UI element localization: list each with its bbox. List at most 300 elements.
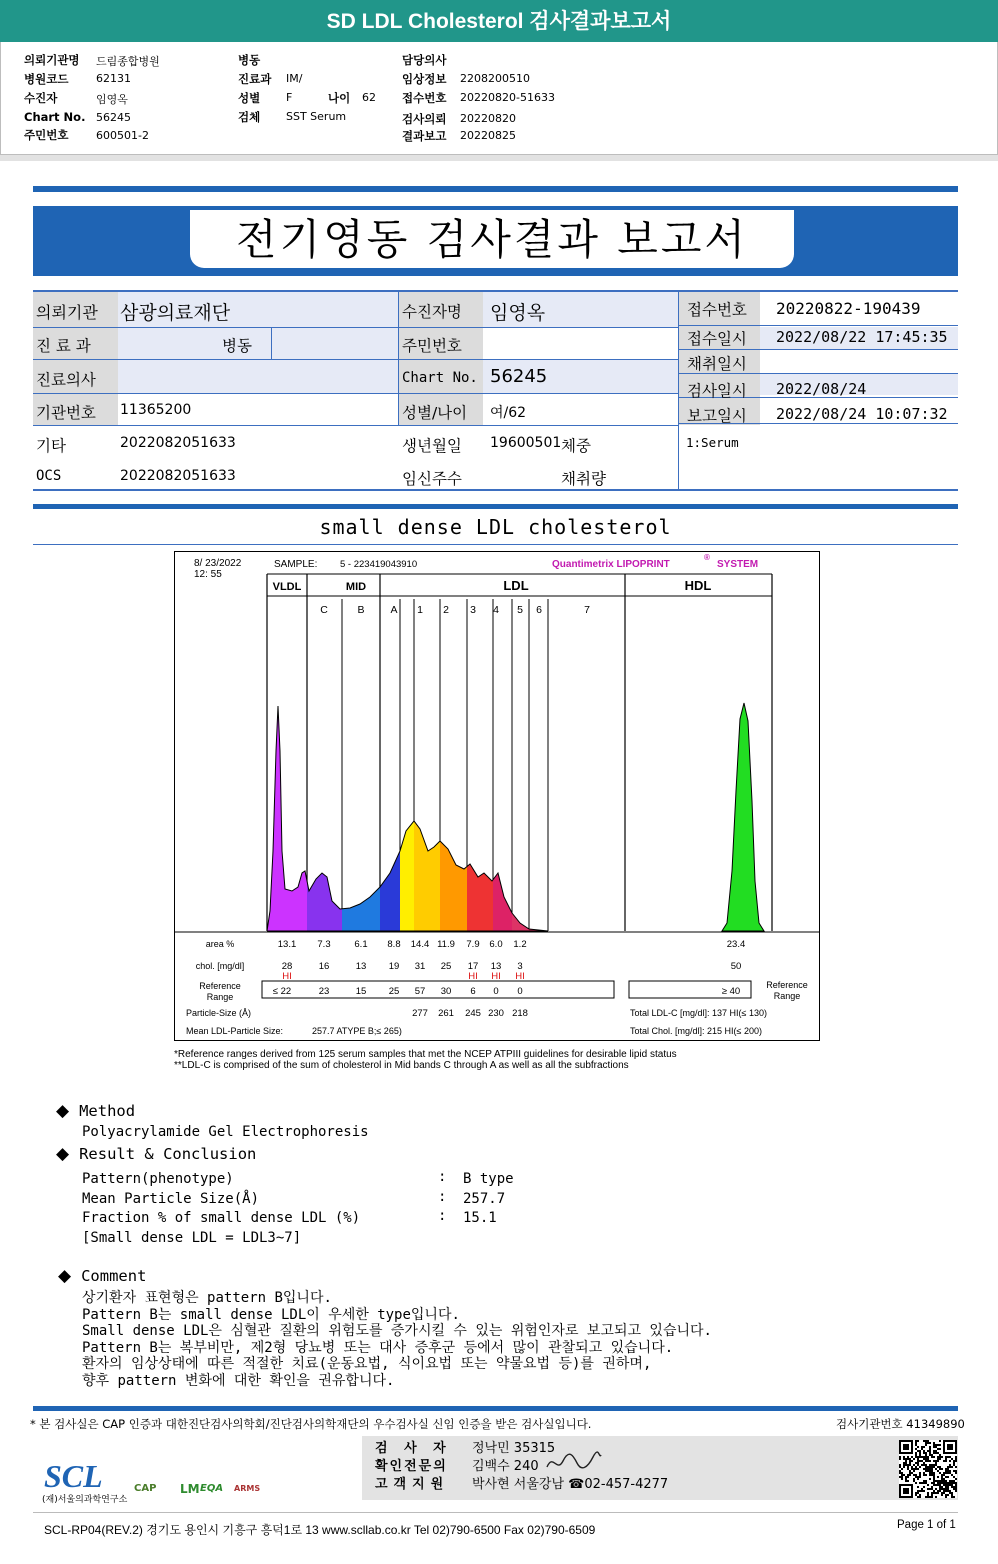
- test-date-value: 2022/08/24: [776, 380, 867, 398]
- diamond-icon: ◆: [58, 1266, 72, 1286]
- area-pct-value: 23.4: [726, 939, 746, 950]
- receipt-time-value: 2022/08/22 17:45:35: [776, 328, 948, 346]
- qr-module: [927, 1442, 929, 1444]
- qr-module: [939, 1480, 941, 1482]
- chol-value: 16: [318, 961, 330, 972]
- ref-label-right: Range: [773, 991, 801, 1001]
- comment-heading: ◆ Comment: [58, 1266, 147, 1286]
- top-label: 임상정보: [402, 72, 447, 86]
- top-label: 나이: [328, 91, 351, 105]
- top-value: 62131: [96, 72, 131, 85]
- qr-module: [917, 1456, 919, 1458]
- qr-module: [909, 1472, 911, 1474]
- qr-module: [941, 1474, 943, 1476]
- qr-module: [915, 1474, 917, 1476]
- row-label-ref: Reference: [199, 981, 241, 991]
- qr-module: [949, 1456, 951, 1458]
- etc-label: 기타: [36, 437, 66, 455]
- qr-module: [917, 1476, 919, 1478]
- total-ldl-value: Total LDL-C [mg/dl]: 137 HI(≤ 130): [630, 1008, 767, 1018]
- support-label: 고객지원: [375, 1477, 450, 1492]
- report-time-value: 2022/08/24 10:07:32: [776, 405, 948, 423]
- qr-module: [945, 1460, 947, 1462]
- qr-module: [911, 1472, 913, 1474]
- qr-module: [905, 1462, 907, 1464]
- qr-module: [923, 1446, 925, 1448]
- qr-module: [935, 1496, 937, 1498]
- top-label: 담당의사: [402, 53, 447, 67]
- qr-module: [915, 1452, 917, 1454]
- qr-module: [901, 1472, 903, 1474]
- qr-module: [909, 1462, 911, 1464]
- qr-module: [931, 1454, 933, 1456]
- qr-module: [943, 1440, 957, 1442]
- ref-range-value: 6: [470, 986, 476, 997]
- top-value: 20220820-51633: [460, 91, 555, 104]
- qr-module: [909, 1470, 911, 1472]
- qr-module: [925, 1464, 927, 1466]
- qr-module: [955, 1486, 957, 1488]
- qr-module: [939, 1468, 941, 1470]
- qr-module: [929, 1442, 931, 1444]
- qr-module: [935, 1444, 937, 1446]
- qr-module: [923, 1440, 925, 1442]
- chol-value: 50: [730, 961, 742, 972]
- ref-range-value: 25: [388, 986, 400, 997]
- qr-module: [939, 1448, 941, 1450]
- ref-range-value: 0: [517, 986, 523, 997]
- qr-module: [951, 1458, 953, 1460]
- top-label: 수진자: [24, 91, 58, 105]
- qr-module: [899, 1484, 901, 1498]
- result-value: 257.7: [463, 1191, 506, 1207]
- qr-module: [907, 1474, 909, 1476]
- row-label-chol: chol. [mg/dl]: [195, 961, 245, 971]
- qr-module: [931, 1466, 933, 1468]
- chart-value: 56245: [490, 366, 548, 387]
- hi-flag: HI: [515, 971, 525, 982]
- ref-range-value: 15: [355, 986, 367, 997]
- qr-module: [925, 1466, 927, 1468]
- qr-module: [949, 1492, 951, 1494]
- qr-module: [925, 1480, 927, 1482]
- qr-module: [923, 1486, 925, 1488]
- qr-module: [935, 1460, 937, 1462]
- qr-module: [937, 1466, 939, 1468]
- qr-module: [945, 1494, 947, 1496]
- ref-range-value: ≥ 40: [721, 986, 741, 997]
- band-label: 3: [470, 604, 476, 616]
- particle-size-value: 277: [412, 1008, 428, 1019]
- qr-module: [951, 1482, 953, 1484]
- qr-module: [937, 1476, 939, 1478]
- signature-image: [543, 1451, 603, 1473]
- chart-note-1: *Reference ranges derived from 125 serum samples that met the NCEP ATPIII guidelines for desirable lipid status: [174, 1049, 677, 1060]
- qr-module: [955, 1458, 957, 1460]
- qr-module: [925, 1474, 927, 1476]
- top-value: 56245: [96, 111, 131, 124]
- qr-module: [917, 1462, 919, 1464]
- qr-module: [919, 1472, 921, 1474]
- qr-module: [937, 1444, 939, 1446]
- qr-module: [937, 1458, 939, 1460]
- qr-module: [921, 1446, 923, 1448]
- qr-module: [923, 1468, 925, 1470]
- qr-module: [899, 1456, 901, 1458]
- qr-module: [951, 1494, 953, 1496]
- qr-module: [933, 1442, 935, 1444]
- result-value: B type: [463, 1171, 514, 1187]
- top-value: 임영옥: [96, 93, 128, 106]
- qr-module: [917, 1440, 919, 1442]
- top-value: IM/: [286, 72, 303, 85]
- qr-module: [905, 1464, 907, 1466]
- qr-module: [915, 1482, 917, 1484]
- qr-module: [937, 1460, 939, 1462]
- qr-module: [943, 1474, 945, 1476]
- qr-module: [953, 1462, 955, 1464]
- top-label: 결과보고: [402, 129, 447, 143]
- qr-module: [923, 1452, 925, 1454]
- scl-logo: SCL: [44, 1458, 103, 1494]
- qr-module: [929, 1450, 931, 1452]
- qr-module: [915, 1476, 917, 1478]
- qr-module: [945, 1476, 947, 1478]
- qr-module: [925, 1496, 927, 1498]
- qr-module: [953, 1486, 955, 1488]
- qr-module: [939, 1458, 941, 1460]
- top-label: 성별: [238, 91, 261, 105]
- qr-module: [907, 1464, 909, 1466]
- qr-module: [945, 1488, 947, 1490]
- qr-module: [935, 1492, 937, 1494]
- qr-module: [899, 1470, 901, 1472]
- inst-no-label: 기관번호: [36, 404, 96, 422]
- qr-module: [925, 1442, 927, 1444]
- qr-module: [927, 1440, 929, 1442]
- qr-module: [929, 1468, 931, 1470]
- footer-note: * 본 검사실은 CAP 인증과 대한진단검사의학회/진단검사의학재단의 우수검사실 신임 인증을 받은 검사실입니다.: [30, 1417, 592, 1431]
- brand-name: Quantimetrix LIPOPRINT: [552, 559, 670, 570]
- sample-label: SAMPLE:: [274, 559, 318, 570]
- dept-value: 병동: [222, 337, 252, 355]
- qr-module: [901, 1468, 903, 1470]
- qr-module: [941, 1456, 943, 1458]
- qr-module: [927, 1468, 929, 1470]
- patient-label: 수진자명: [402, 303, 462, 321]
- qr-module: [943, 1472, 945, 1474]
- qr-module: [901, 1474, 903, 1476]
- lipoprint-chart: [174, 551, 820, 1041]
- band-label: 4: [493, 604, 499, 616]
- qr-module: [951, 1480, 953, 1482]
- band-label: B: [357, 604, 365, 616]
- qr-module: [945, 1486, 947, 1488]
- qr-module: [905, 1458, 907, 1460]
- qr-module: [903, 1466, 905, 1468]
- qr-module: [935, 1446, 937, 1448]
- qr-module: [935, 1462, 937, 1464]
- qr-module: [913, 1468, 915, 1470]
- qr-module: [939, 1486, 941, 1488]
- qr-module: [935, 1488, 937, 1490]
- sex-age-value: 여/62: [490, 405, 527, 421]
- qr-module: [945, 1472, 947, 1474]
- qr-module: [925, 1454, 927, 1456]
- arms-badge: ARMS: [234, 1484, 261, 1493]
- method-heading: ◆ Method: [56, 1101, 136, 1121]
- qr-module: [919, 1460, 921, 1462]
- qr-module: [911, 1460, 913, 1462]
- qr-module: [911, 1468, 913, 1470]
- qr-module: [933, 1466, 935, 1468]
- qr-module: [919, 1452, 921, 1454]
- qr-module: [903, 1474, 905, 1476]
- qr-module: [917, 1450, 919, 1452]
- ref-range-value: 57: [414, 986, 426, 997]
- qr-module: [917, 1490, 919, 1492]
- band-label: 6: [536, 604, 542, 616]
- top-label: Chart No.: [24, 110, 86, 124]
- area-pct-value: 7.3: [317, 939, 331, 950]
- qr-module: [919, 1466, 921, 1468]
- chol-value: 31: [414, 961, 426, 972]
- diamond-icon: ◆: [56, 1144, 70, 1164]
- qr-module: [949, 1480, 951, 1482]
- blue-rule: [33, 186, 958, 192]
- qr-module: [933, 1464, 935, 1466]
- qr-module: [947, 1476, 949, 1478]
- qr-module: [919, 1454, 921, 1456]
- qr-module: [909, 1458, 911, 1460]
- result-note: [Small dense LDL = LDL3~7]: [82, 1230, 302, 1246]
- row-label-ref: Range: [206, 992, 234, 1002]
- qr-module: [921, 1460, 923, 1462]
- result-heading: ◆ Result & Conclusion: [56, 1144, 257, 1164]
- qr-module: [919, 1474, 921, 1476]
- top-label: 병동: [238, 53, 261, 67]
- qr-module: [925, 1458, 927, 1460]
- banner-title: SD LDL Cholesterol 검사결과보고서: [0, 0, 998, 42]
- qr-module: [929, 1464, 931, 1466]
- area-pct-value: 13.1: [277, 939, 297, 950]
- qr-module: [955, 1478, 957, 1480]
- area-pct-value: 8.8: [387, 939, 401, 950]
- qr-module: [943, 1488, 945, 1490]
- inst-no-value: 11365200: [120, 402, 192, 418]
- qr-module: [935, 1464, 937, 1466]
- qr-module: [953, 1496, 955, 1498]
- qr-module: [903, 1464, 905, 1466]
- qr-module: [899, 1440, 901, 1454]
- qr-module: [921, 1464, 923, 1466]
- comment-line: 환자의 임상상태에 따른 적절한 치료(운동요법, 식이요법 또는 약물요법 등)를 권하며,: [82, 1356, 652, 1372]
- qr-module: [951, 1496, 953, 1498]
- qr-module: [935, 1450, 937, 1452]
- ref-range-value: 0: [493, 986, 499, 997]
- top-value: 드림종합병원: [96, 55, 160, 68]
- qr-module: [933, 1450, 935, 1452]
- qr-module: [935, 1484, 937, 1486]
- qr-module: [933, 1484, 935, 1486]
- sex-age-label: 성별/나이: [402, 404, 468, 422]
- qr-module: [929, 1454, 931, 1456]
- qr-module: [949, 1464, 951, 1466]
- qr-module: [929, 1478, 931, 1480]
- qr-module: [945, 1484, 947, 1486]
- qr-module: [921, 1456, 923, 1458]
- qr-module: [923, 1482, 925, 1484]
- qr-module: [939, 1490, 941, 1492]
- qr-module: [939, 1466, 941, 1468]
- qr-module: [939, 1440, 941, 1442]
- qr-module: [937, 1484, 939, 1486]
- diamond-icon: ◆: [56, 1101, 70, 1121]
- qr-module: [927, 1456, 929, 1458]
- qr-module: [943, 1482, 945, 1484]
- qr-module: [917, 1458, 919, 1460]
- ocs-label: OCS: [36, 468, 62, 484]
- qr-module: [955, 1472, 957, 1474]
- qr-module: [905, 1476, 907, 1478]
- qr-module: [955, 1456, 957, 1458]
- top-value: 2208200510: [460, 72, 530, 85]
- qr-module: [939, 1484, 941, 1486]
- group-label-hdl: HDL: [684, 578, 712, 593]
- top-label: 주민번호: [24, 128, 69, 142]
- area-pct-value: 11.9: [437, 939, 455, 950]
- qr-module: [947, 1470, 949, 1472]
- qr-module: [931, 1468, 933, 1470]
- qr-module: [939, 1482, 941, 1484]
- qr-module: [915, 1444, 917, 1446]
- qr-module: [901, 1476, 903, 1478]
- chart-time: 12: 55: [194, 569, 222, 580]
- qr-module: [933, 1478, 935, 1480]
- qr-module: [905, 1478, 907, 1480]
- qr-module: [925, 1456, 927, 1458]
- tester-label: 검 사 자: [375, 1441, 452, 1456]
- qr-module: [931, 1474, 933, 1476]
- qr-module: [919, 1476, 921, 1478]
- qr-module: [903, 1458, 905, 1460]
- group-label-mid: MID: [345, 581, 367, 593]
- qr-module: [909, 1474, 911, 1476]
- chol-value: 19: [388, 961, 400, 972]
- qr-module: [917, 1486, 919, 1488]
- qr-module: [919, 1450, 921, 1452]
- qr-module: [925, 1444, 927, 1446]
- qr-module: [931, 1482, 933, 1484]
- qr-module: [935, 1452, 937, 1454]
- qr-module: [953, 1464, 955, 1466]
- qr-module: [915, 1468, 917, 1470]
- qr-module: [903, 1444, 909, 1450]
- qr-module: [915, 1492, 917, 1494]
- qr-module: [945, 1458, 947, 1460]
- hi-flag: HI: [491, 971, 501, 982]
- qr-module: [915, 1440, 917, 1442]
- qr-module: [949, 1460, 951, 1462]
- qr-module: [933, 1492, 935, 1494]
- qr-module: [947, 1482, 949, 1484]
- qr-module: [931, 1496, 933, 1498]
- mean-size-value: 257.7 ATYPE B;≤ 265): [312, 1026, 402, 1036]
- qr-module: [929, 1460, 931, 1462]
- blue-rule: [33, 504, 958, 509]
- qr-module: [953, 1488, 955, 1490]
- qr-module: [919, 1490, 921, 1492]
- qr-module: [913, 1458, 915, 1460]
- qr-module: [929, 1470, 931, 1472]
- qr-module: [911, 1484, 913, 1498]
- qr-module: [933, 1460, 935, 1462]
- qr-module: [953, 1460, 955, 1462]
- qr-module: [949, 1484, 951, 1486]
- qr-module: [949, 1466, 951, 1468]
- result-label: Mean Particle Size(Å): [82, 1191, 260, 1207]
- qr-module: [955, 1466, 957, 1468]
- qr-module: [899, 1464, 901, 1466]
- qr-code-image: [899, 1440, 957, 1498]
- qr-module: [947, 1468, 949, 1470]
- qr-module: [913, 1464, 915, 1466]
- qr-module: [947, 1486, 949, 1488]
- qr-module: [937, 1456, 939, 1458]
- qr-module: [951, 1484, 953, 1486]
- qr-module: [921, 1488, 923, 1490]
- comment-line: Pattern B는 복부비만, 제2형 당뇨병 또는 대사 증후군 등에서 많이 관찰되고 있습니다.: [82, 1340, 674, 1356]
- qr-module: [941, 1488, 943, 1490]
- footer-divider: [33, 1512, 958, 1513]
- qr-module: [917, 1446, 919, 1448]
- qr-module: [929, 1448, 931, 1450]
- eqa-badge: EQA: [200, 1483, 224, 1494]
- ref-range-value: 30: [440, 986, 452, 997]
- qr-module: [933, 1490, 935, 1492]
- qr-module: [939, 1454, 941, 1456]
- result-sep: :: [438, 1208, 447, 1224]
- qr-module: [937, 1470, 939, 1472]
- chart-note-2: **LDL-C is comprised of the sum of cholesterol in Mid bands C through A as well as all the subfractions: [174, 1060, 629, 1071]
- qr-module: [955, 1440, 957, 1454]
- tester-value: 정낙민 35315: [472, 1441, 556, 1456]
- receipt-no-value: 20220822-190439: [776, 299, 921, 318]
- row-label-mean: Mean LDL-Particle Size:: [186, 1026, 284, 1036]
- qr-module: [915, 1466, 917, 1468]
- qr-module: [941, 1468, 943, 1470]
- qr-module: [905, 1460, 907, 1462]
- qr-module: [909, 1464, 911, 1466]
- qr-module: [937, 1452, 939, 1454]
- qr-module: [935, 1480, 937, 1482]
- qr-module: [915, 1462, 917, 1464]
- qr-module: [913, 1470, 915, 1472]
- qr-module: [939, 1488, 941, 1490]
- qr-module: [933, 1446, 935, 1448]
- qr-module: [941, 1482, 943, 1484]
- qr-module: [907, 1458, 909, 1460]
- sample-id: 5 - 223419043910: [340, 559, 418, 570]
- qr-module: [911, 1440, 913, 1454]
- qr-module: [949, 1470, 951, 1472]
- qr-module: [901, 1478, 903, 1480]
- qr-module: [937, 1480, 939, 1482]
- top-label: 접수번호: [402, 91, 447, 105]
- footer-inst-code: 검사기관번호 41349890: [836, 1417, 965, 1431]
- qr-module: [911, 1466, 913, 1468]
- receipt-no-label: 접수번호: [687, 301, 747, 319]
